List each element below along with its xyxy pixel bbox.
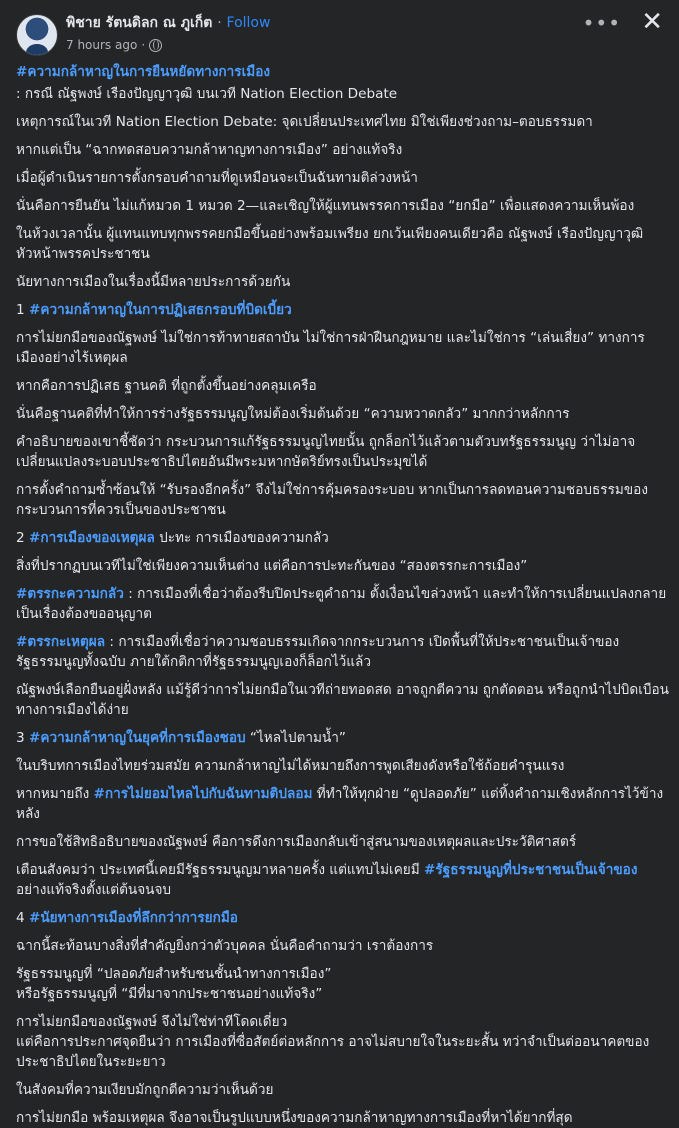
paragraph-text: : กรณี ณัฐพงษ์ เรืองปัญญาวุฒิ บนเวที Nation Election Debate bbox=[16, 86, 398, 102]
author-meta bbox=[66, 14, 270, 53]
paragraph-text: ปะทะ การเมืองของความกลัว bbox=[154, 530, 329, 546]
paragraph-text: หรือรัฐธรรมนูญที่ “มีที่มาจากประชาชนอย่างแท้จริง” bbox=[16, 986, 323, 1002]
paragraph-text: นัยทางการเมืองในเรื่องนี้มีหลายประการด้วยกัน bbox=[16, 274, 291, 290]
paragraph-text: ในสังคมที่ความเงียบมักถูกตีความว่าเห็นด้วย bbox=[16, 1082, 274, 1098]
post-paragraph bbox=[16, 1108, 669, 1128]
paragraph-text: การตั้งคำถามซ้ำซ้อนให้ “รับรองอีกครั้ง” จึงไม่ใช่การคุ้มครองระบอบ หากเป็นการลดทอนความชอบธรรมของกระบวนการที่ควรเป็นของประชาชน bbox=[16, 482, 648, 518]
post-paragraph bbox=[16, 84, 669, 104]
post-paragraph bbox=[16, 196, 669, 216]
author-avatar[interactable] bbox=[16, 14, 58, 56]
post-paragraph bbox=[16, 680, 669, 720]
post-paragraph bbox=[16, 300, 669, 320]
post-paragraph bbox=[16, 728, 669, 748]
post-paragraph bbox=[16, 556, 669, 576]
paragraph-text: หากแต่เป็น “ฉากทดสอบความกล้าหาญทางการเมือง” อย่างแท้จริง bbox=[16, 142, 403, 158]
close-icon[interactable]: ✕ bbox=[641, 7, 663, 37]
paragraph-text: เตือนสังคมว่า ประเทศนี้เคยมีรัฐธรรมนูญมาหลายครั้ง แต่แทบไม่เคยมี bbox=[16, 862, 425, 878]
paragraph-text: อย่างแท้จริงตั้งแต่ต้นจนจบ bbox=[16, 882, 172, 898]
more-icon[interactable]: ••• bbox=[582, 11, 621, 35]
post-paragraph bbox=[16, 432, 669, 472]
post-time[interactable]: 7 hours ago bbox=[66, 38, 138, 52]
hashtag-link[interactable]: #ความกล้าหาญในยุคที่การเมืองชอบ bbox=[28, 730, 246, 746]
globe-icon bbox=[149, 39, 162, 52]
post-paragraph bbox=[16, 860, 669, 900]
post-time-row bbox=[66, 37, 270, 53]
follow-button[interactable]: Follow bbox=[226, 15, 271, 31]
post-paragraph bbox=[16, 936, 669, 956]
section-number: 4 bbox=[16, 910, 29, 926]
paragraph-text: ฉากนี้สะท้อนบางสิ่งที่สำคัญยิ่งกว่าตัวบุคคล นั่นคือคำถามว่า เราต้องการ bbox=[16, 938, 434, 954]
paragraph-text: นั่นคือฐานคติที่ทำให้การร่างรัฐธรรมนูญใหม่ต้องเริ่มต้นด้วย “ความหวาดกลัว” มากกว่าหลักการ bbox=[16, 406, 570, 422]
post-paragraph bbox=[16, 480, 669, 520]
paragraph-text: การไม่ยกมือ พร้อมเหตุผล จึงอาจเป็นรูปแบบหนึ่งของความกล้าหาญทางการเมืองที่หาได้ยากที่สุด bbox=[16, 1110, 573, 1126]
author-name[interactable]: พิชาย รัตนดิลก ณ ภูเก็ต bbox=[66, 15, 213, 31]
paragraph-text: หากหมายถึง bbox=[16, 786, 94, 802]
hashtag-link[interactable]: #การไม่ยอมไหลไปกับฉันทามติปลอม bbox=[93, 786, 313, 802]
hashtag-link[interactable]: #รัฐธรรมนูญที่ประชาชนเป็นเจ้าของ bbox=[424, 862, 638, 878]
paragraph-text: “ไหลไปตามน้ำ” bbox=[245, 730, 346, 746]
hashtag-link[interactable]: #ตรรกะความกลัว bbox=[16, 586, 124, 602]
post-paragraph bbox=[16, 328, 669, 368]
post-paragraph bbox=[16, 908, 669, 928]
paragraph-text: ในบริบทการเมืองไทยร่วมสมัย ความกล้าหาญไม่ได้หมายถึงการพูดเสียงดังหรือใช้ถ้อยคำรุนแรง bbox=[16, 758, 565, 774]
post-paragraph bbox=[16, 528, 669, 548]
post-paragraph bbox=[16, 756, 669, 776]
paragraph-text: สิ่งที่ปรากฏบนเวทีไม่ใช่เพียงความเห็นต่าง แต่คือการปะทะกันของ “สองตรรกะการเมือง” bbox=[16, 558, 528, 574]
section-number: 3 bbox=[16, 730, 29, 746]
paragraph-text: คำอธิบายของเขาชี้ชัดว่า กระบวนการแก้รัฐธรรมนูญไทยนั้น ถูกล็อกไว้แล้วตามตัวบทรัฐธรรมนูญ ว่าไม่อาจเปลี่ยนแปลงระบอบประชาธิปไตยอันมีพระมหากษัตริย์ทรงเป็นประมุขได้ bbox=[16, 434, 636, 470]
section-number: 1 bbox=[16, 302, 29, 318]
post-paragraph bbox=[16, 632, 669, 672]
paragraph-text: ณัฐพงษ์เลือกยืนอยู่ฝั่งหลัง แม้รู้ดีว่าการไม่ยกมือในเวทีถ่ายทอดสด อาจถูกตีความ ถูกตัดตอน หรือถูกนำไปบิดเบือนทางการเมืองได้ง่าย bbox=[16, 682, 669, 718]
paragraph-text: แต่คือการประกาศจุดยืนว่า การเมืองที่ซื่อสัตย์ต่อหลักการ อาจไม่สบายใจในระยะสั้น ทว่าจำเป็นต่ออนาคตของประชาธิปไตยในระยะยาว bbox=[16, 1034, 650, 1070]
post-paragraph bbox=[16, 376, 669, 396]
post-body bbox=[16, 62, 669, 1128]
hashtag-link[interactable]: #การเมืองของเหตุผล bbox=[28, 530, 155, 546]
paragraph-text: เมื่อผู้ดำเนินรายการตั้งกรอบคำถามที่ดูเหมือนจะเป็นฉันทามติล่วงหน้า bbox=[16, 170, 418, 186]
paragraph-text: รัฐธรรมนูญที่ “ปลอดภัยสำหรับชนชั้นนำทางการเมือง” bbox=[16, 966, 332, 982]
post-paragraph bbox=[16, 832, 669, 852]
post-paragraph bbox=[16, 112, 669, 132]
paragraph-text: เหตุการณ์ในเวที Nation Election Debate: จุดเปลี่ยนประเทศไทย มิใช่เพียงช่วงถาม–ตอบธรรมดา bbox=[16, 114, 593, 130]
time-separator: · bbox=[141, 38, 146, 52]
post-paragraph bbox=[16, 1012, 669, 1072]
post-paragraph bbox=[16, 272, 669, 292]
paragraph-text: ในห้วงเวลานั้น ผู้แทนแทบทุกพรรคยกมือขึ้นอย่างพร้อมเพรียง ยกเว้นเพียงคนเดียวคือ ณัฐพงษ์ เรืองปัญญาวุฒิ หัวหน้าพรรคประชาชน bbox=[16, 226, 644, 262]
author-row bbox=[66, 14, 270, 32]
post-paragraph bbox=[16, 784, 669, 824]
post-paragraph bbox=[16, 62, 669, 82]
section-number: 2 bbox=[16, 530, 29, 546]
hashtag-link[interactable]: #ความกล้าหาญในการปฏิเสธกรอบที่บิดเบี้ยว bbox=[28, 302, 292, 318]
separator-dot: · bbox=[217, 15, 222, 31]
post-paragraph bbox=[16, 140, 669, 160]
paragraph-text: การไม่ยกมือของณัฐพงษ์ จึงไม่ใช่ท่าทีโดดเดี่ยว bbox=[16, 1014, 288, 1030]
paragraph-text: ที่ทำให้ทุกฝ่าย “ดูปลอดภัย” แต่ทิ้งคำถามเชิงหลักการไว้ข้างหลัง bbox=[16, 786, 664, 822]
paragraph-text: : การเมืองที่เชื่อว่าความชอบธรรมเกิดจากกระบวนการ เปิดพื้นที่ให้ประชาชนเป็นเจ้าของรัฐธรรมนูญทั้งฉบับ ภายใต้กติกาที่รัฐธรรมนูญเองก็ล็อกไว้แล้ว bbox=[16, 634, 620, 670]
paragraph-text: : การเมืองที่เชื่อว่าต้องรีบปิดประตูคำถาม ตั้งเงื่อนไขล่วงหน้า และทำให้การเปลี่ยนแปลงกลายเป็นเรื่องต้องขออนุญาต bbox=[16, 586, 667, 622]
post-header bbox=[16, 14, 663, 58]
paragraph-text: การขอใช้สิทธิอธิบายของณัฐพงษ์ คือการดึงการเมืองกลับเข้าสู่สนามของเหตุผลและประวัติศาสตร์ bbox=[16, 834, 577, 850]
paragraph-text: หากคือการปฏิเสธ ฐานคติ ที่ถูกตั้งขึ้นอย่างคลุมเครือ bbox=[16, 378, 317, 394]
post-paragraph bbox=[16, 168, 669, 188]
hashtag-link[interactable]: #นัยทางการเมืองที่ลึกกว่าการยกมือ bbox=[28, 910, 238, 926]
paragraph-text: การไม่ยกมือของณัฐพงษ์ ไม่ใช่การท้าทายสถาบัน ไม่ใช่การฝ่าฝืนกฎหมาย และไม่ใช่การ “เล่นเสี่ยง” ทางการเมืองอย่างไร้เหตุผล bbox=[16, 330, 645, 366]
post-paragraph bbox=[16, 964, 669, 1004]
post-paragraph bbox=[16, 1080, 669, 1100]
paragraph-text: นั่นคือการยืนยัน ไม่แก้หมวด 1 หมวด 2—และเชิญให้ผู้แทนพรรคการเมือง “ยกมือ” เพื่อแสดงความเห็นพ้อง bbox=[16, 198, 635, 214]
post-paragraph bbox=[16, 404, 669, 424]
hashtag-link[interactable]: #ความกล้าหาญในการยืนหยัดทางการเมือง bbox=[16, 64, 270, 80]
post-paragraph bbox=[16, 224, 669, 264]
post-paragraph bbox=[16, 584, 669, 624]
hashtag-link[interactable]: #ตรรกะเหตุผล bbox=[16, 634, 106, 650]
